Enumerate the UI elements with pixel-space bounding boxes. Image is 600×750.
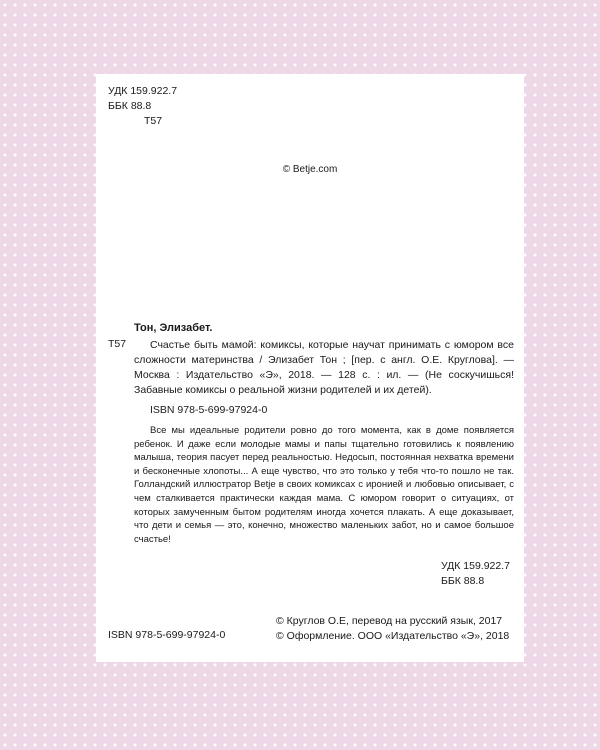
bbk-code: ББК 88.8 xyxy=(108,100,152,112)
udk-code-bottom: УДК 159.922.7 xyxy=(440,560,510,572)
record-author: Тон, Элизабет. xyxy=(134,322,213,334)
record-isbn: ISBN 978-5-699-97924-0 xyxy=(150,404,268,416)
book-annotation: Все мы идеальные родители ровно до того момента, как в доме появляется ребенок. И даже если молодые мамы и папы тщательно готовились к появлению малыша, теория пасует перед реальностью. Недосып, постоянная нехватка времени и бесконечные хлопоты... А еще чувство, что это только у тебя что-то пошло не так. Голландский иллюстратор Betje в своих комиксах с иронией и любовью описывает, с чем сталкивается практически каждая мама. С юмором говорит о ситуациях, от которых замученным бытом родителям иногда хочется плакать. А еще доказывает, что дети и семья — это, конечно, множество маленьких забот, но и самое большое счастье! xyxy=(134,425,514,545)
translation-copyright: © Круглов О.Е, перевод на русский язык, 2017 xyxy=(276,615,503,627)
catalog-codes-bottom xyxy=(441,559,510,589)
footer-copyrights xyxy=(276,614,509,644)
udk-code: УДК 159.922.7 xyxy=(108,85,178,97)
design-copyright: © Оформление. ООО «Издательство «Э», 2018 xyxy=(276,630,510,642)
imprint-page xyxy=(96,74,524,662)
record-cutter: Т57 xyxy=(108,338,127,350)
cutter-code: Т57 xyxy=(144,115,163,127)
image-copyright: © Betje.com xyxy=(282,164,338,175)
record-description: Счастье быть мамой: комиксы, которые научат принимать с юмором все сложности материнства / Элизабет Тон ; [пер. с англ. О.Е. Круглова]. — Москва : Издательство «Э», 2018. — 128 с. : ил. — (Не соскучишься! Забавные комиксы о реальной жизни родителей и их детей). xyxy=(134,339,514,396)
catalog-codes-top xyxy=(108,84,177,129)
bbk-code-bottom: ББК 88.8 xyxy=(440,575,485,587)
footer-isbn: ISBN 978-5-699-97924-0 xyxy=(108,629,226,641)
